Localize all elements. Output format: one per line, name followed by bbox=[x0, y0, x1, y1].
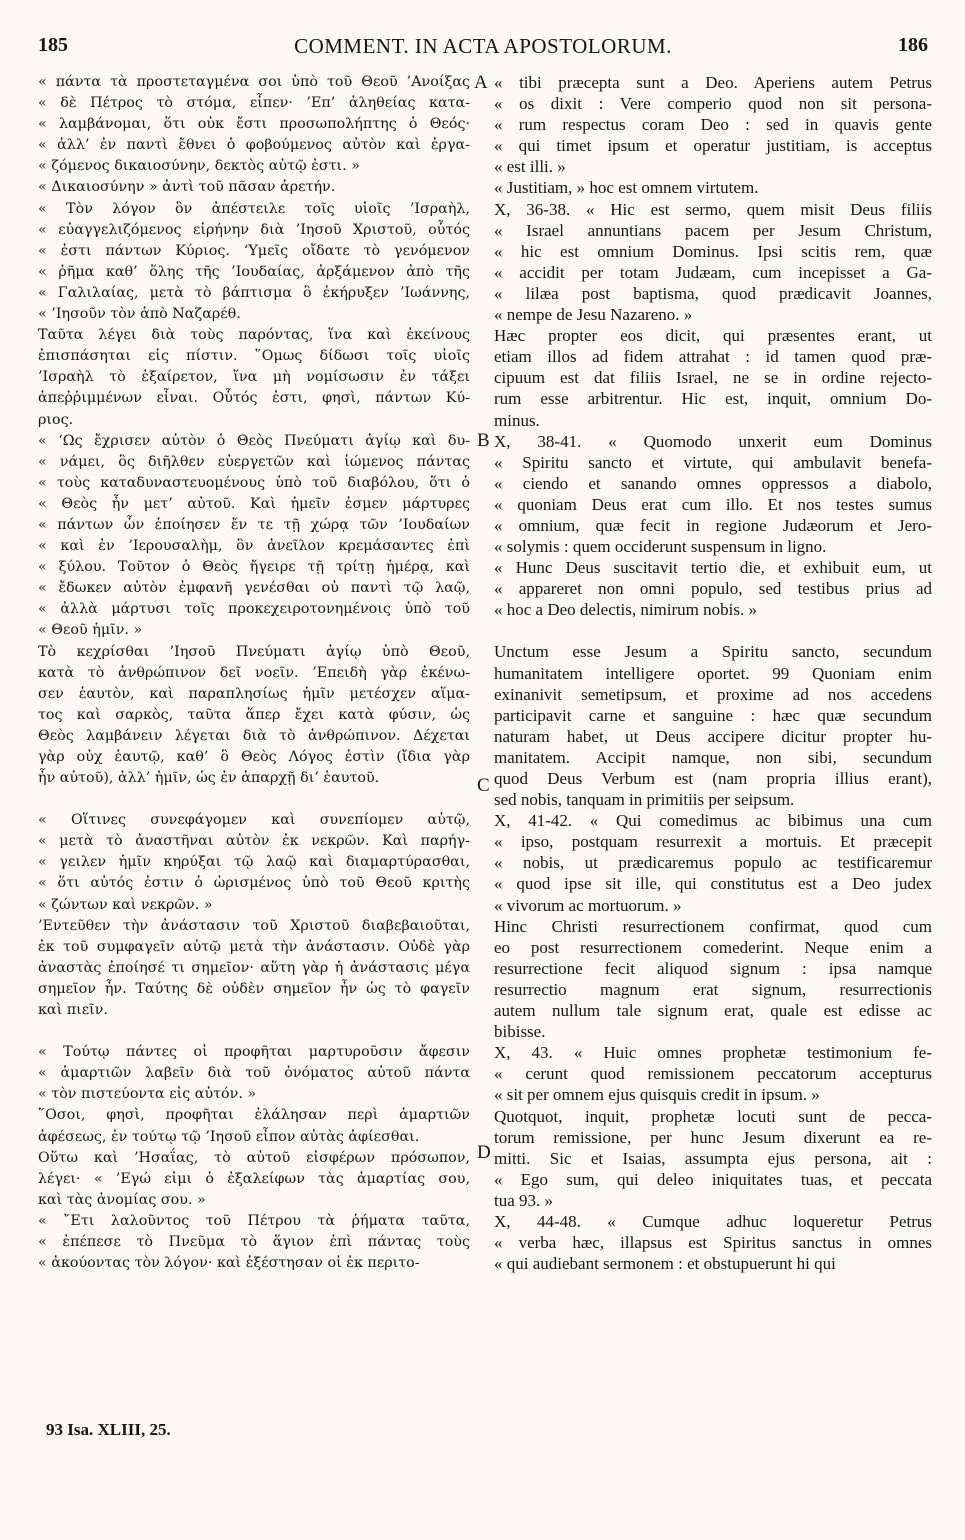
text-line: « sit per omnem ejus quisquis credit in ipsum. » bbox=[494, 1085, 820, 1105]
text-line: « appareret non omni populo, sed testibus prius ad bbox=[494, 579, 932, 599]
text-line: humanitatem intelligere oportet. 99 Quoniam enim bbox=[494, 663, 932, 683]
text-line: « Θεὸς ἦν μετ’ αὐτοῦ. Καὶ ἡμεῖν ἐσμεν μάρτυρες bbox=[38, 495, 470, 512]
text-line: « ῥῆμα καθ’ ὅλης τῆς ’Ιουδαίας, ἀρξάμενον ἀπὸ τῆς bbox=[38, 263, 470, 280]
text-line: ἐπισπάσηται εἰς πίστιν. ῞Ομως δίδωσι τοῖς υἱοῖς bbox=[38, 348, 470, 365]
text-line: « Hunc Deus suscitavit tertio die, et exhibuit eum, ut bbox=[494, 558, 932, 578]
text-line: ἀναστὰς ἐποίησέ τι σημεῖον· αὕτη γὰρ ἡ ἀνάστασις μέγα bbox=[38, 959, 470, 976]
text-line: « tibi præcepta sunt a Deo. Aperiens autem Petrus bbox=[494, 73, 932, 92]
text-line: « λαμβάνομαι, ὅτι οὐκ ἔστι προσωπολήπτης ὁ Θεός· bbox=[38, 116, 470, 133]
text-line: « Justitiam, » hoc est omnem virtutem. bbox=[494, 178, 759, 198]
text-line: « ἁμαρτιῶν λαβεῖν διὰ τοῦ ὀνόματος αὐτοῦ πάντα bbox=[38, 1065, 470, 1082]
text-line: « ἐστι πάντων Κύριος. ‘Υμεῖς οἴδατε τὸ γενόμενον bbox=[38, 242, 470, 259]
text-line: « πάντων ὧν ἐποίησεν ἔν τε τῇ χώρᾳ τῶν ’Ιουδαίων bbox=[38, 516, 470, 533]
text-line: tua 93. » bbox=[494, 1190, 554, 1210]
text-line: « cerunt quod remissionem peccatorum accepturus bbox=[494, 1064, 932, 1084]
paragraph-gap bbox=[494, 620, 932, 641]
text-line: X, 43. « Huic omnes prophetæ testimonium fe- bbox=[494, 1043, 932, 1063]
text-line: ἀφέσεως, ἐν τούτῳ τῷ ’Ιησοῦ εἶπον αὐτὰς ἀφίεσθαι. bbox=[38, 1128, 420, 1145]
text-line: « ἐπέπεσε τὸ Πνεῦμα τὸ ἅγιον ἐπὶ πάντας τοὺς bbox=[38, 1233, 470, 1250]
paragraph-gap bbox=[38, 789, 470, 810]
page-number-right: 186 bbox=[898, 34, 928, 56]
text-line: σημεῖον ἦν. Ταύτης δὲ οὐδὲν σημεῖον ἦν ὡς τὸ φαγεῖν bbox=[38, 980, 470, 997]
text-line: mitti. Sic et Isaias, assumpta ejus persona, ait : bbox=[494, 1148, 932, 1168]
text-line: Θεὸς λαμβάνειν λέγεται διὰ τὸ ἀνθρώπινον. Δέχεται bbox=[38, 727, 470, 744]
text-line: « ‘Ως ἔχρισεν αὐτὸν ὁ Θεὸς Πνεύματι ἁγίῳ καὶ δυ- bbox=[38, 432, 470, 449]
text-line: X, 38-41. « Quomodo unxerit eum Dominus bbox=[494, 431, 932, 451]
text-line: eo post resurrectionem comederint. Neque enim a bbox=[494, 937, 932, 957]
text-line: ἐκ τοῦ συμφαγεῖν αὐτῷ μετὰ τὴν ἀνάστασιν. Οὐδὲ γὰρ bbox=[38, 938, 470, 955]
text-line: « ξύλου. Τοῦτον ὁ Θεὸς ἤγειρε τῇ τρίτῃ ἡμέρᾳ, καὶ bbox=[38, 559, 470, 576]
text-line: « εὐαγγελιζόμενος εἰρήνην διὰ ’Ιησοῦ Χριστοῦ, οὗτός bbox=[38, 221, 470, 238]
running-title: COMMENT. IN ACTA APOSTOLORUM. bbox=[294, 34, 672, 58]
text-line: ’Ισραὴλ τὸ ἐξαίρετον, ἵνα μὴ νομίσωσιν ἐν τάξει bbox=[38, 369, 470, 386]
text-line: ριος. bbox=[38, 411, 74, 428]
text-line: ’Εντεῦθεν τὴν ἀνάστασιν τοῦ Χριστοῦ διαβεβαιοῦται, bbox=[38, 917, 470, 934]
text-line: « ciendo et sanando omnes oppressos a diabolo, bbox=[494, 473, 932, 493]
text-line: « nobis, ut prædicaremus populo ac testificaremur bbox=[494, 853, 932, 873]
text-line: ἀπεῤῥιμμένων εἶναι. Οὗτός ἐστι, φησὶ, πάντων Κύ- bbox=[38, 390, 470, 407]
text-line: Unctum esse Jesum a Spiritu sancto, secundum bbox=[494, 642, 932, 662]
text-line: « ῎Ετι λαλοῦντος τοῦ Πέτρου τὰ ῥήματα ταῦτα, bbox=[38, 1212, 470, 1229]
footnote: 93 Isa. XLIII, 25. bbox=[46, 1420, 171, 1439]
text-line: « Israel annuntians pacem per Jesum Christum, bbox=[494, 220, 932, 240]
text-line: κατὰ τὸ ἀνθρώπινον δεῖ νοεῖν. ’Επειδὴ γὰρ ἐκένω- bbox=[38, 664, 470, 681]
text-line: cipuum est dat filiis Israel, ne se in ordine rejecto- bbox=[494, 368, 932, 388]
text-line: etiam illos ad fidem attrahat : id tamen quod præ- bbox=[494, 347, 932, 367]
text-line: Ταῦτα λέγει διὰ τοὺς παρόντας, ἵνα καὶ ἐκείνους bbox=[38, 327, 470, 344]
text-line: torum remissione, per hunc Jesum dixerunt ea re- bbox=[494, 1127, 932, 1147]
latin-text-column bbox=[494, 72, 932, 1442]
text-line: « ἔδωκεν αὐτὸν ἐμφανῆ γενέσθαι οὐ παντὶ τῷ λαῷ, bbox=[38, 580, 470, 597]
text-line: « Τὸν λόγον ὃν ἀπέστειλε τοῖς υἱοῖς ’Ισραὴλ, bbox=[38, 200, 470, 217]
text-line: « Spiritu sancto et virtute, qui ambulavit benefa- bbox=[494, 452, 932, 472]
text-line: « qui timet ipsum et operatur justitiam, is acceptus bbox=[494, 136, 932, 156]
text-line: rum esse arbitrentur. Hic est, inquit, omnium Do- bbox=[494, 389, 932, 409]
text-line: « Οἵτινες συνεφάγομεν καὶ συνεπίομεν αὐτῷ, bbox=[38, 812, 470, 829]
text-line: « accidit per totam Judæam, cum incepisset a Ga- bbox=[494, 262, 932, 282]
text-line: « ipso, postquam resurrexit a mortuis. Et præcepit bbox=[494, 832, 932, 852]
text-line: « Γαλιλαίας, μετὰ τὸ βάπτισμα ὃ ἐκήρυξεν ’Ιωάννης, bbox=[38, 284, 470, 301]
text-line: ῞Οσοι, φησὶ, προφῆται ἐλάλησαν περὶ ἁμαρτιῶν bbox=[38, 1107, 470, 1124]
margin-letter-d: D bbox=[477, 1142, 491, 1163]
text-line: exinanivit semetipsum, et proxime ad nos accedens bbox=[494, 684, 932, 704]
text-line: « πάντα τὰ προστεταγμένα σοι ὑπὸ τοῦ Θεοῦ ’Ανοίξας bbox=[38, 74, 470, 90]
text-line: « Τούτῳ πάντες οἱ προφῆται μαρτυροῦσιν ἄφεσιν bbox=[38, 1044, 470, 1061]
text-line: Hinc Christi resurrectionem confirmat, quod cum bbox=[494, 916, 932, 936]
text-line: « τὸν πιστεύοντα εἰς αὐτόν. » bbox=[38, 1086, 257, 1103]
text-line: « omnium, quæ fecit in regione Judæorum et Jero- bbox=[494, 515, 932, 535]
text-line: « Δικαιοσύνην » ἀντὶ τοῦ πᾶσαν ἀρετήν. bbox=[38, 179, 336, 196]
text-line: sed nobis, tanquam in primitiis per seipsum. bbox=[494, 790, 795, 810]
text-line: naturam habet, ut Deus accipere dicitur propter hu- bbox=[494, 726, 932, 746]
margin-letter-b: B bbox=[477, 430, 490, 451]
text-line: σεν ἑαυτὸν, καὶ παραπλησίως ἡμῖν μετέσχεν αἵμα- bbox=[38, 685, 470, 702]
text-line: « os dixit : Vere comperio quod non sit persona- bbox=[494, 94, 932, 114]
text-line: « ἀκούοντας τὸν λόγον· καὶ ἐξέστησαν οἱ ἐκ περιτο- bbox=[38, 1255, 420, 1272]
text-line: autem nullum tale signum erat, quale est edisse ac bbox=[494, 1001, 932, 1021]
text-line: « solymis : quem occiderunt suspensum in ligno. bbox=[494, 537, 827, 557]
text-line: « ζώντων καὶ νεκρῶν. » bbox=[38, 896, 213, 913]
text-line: minus. bbox=[494, 410, 540, 430]
text-line: « καὶ ἐν ’Ιερουσαλὴμ, ὃν ἀνεῖλον κρεμάσαντες ἐπὶ bbox=[38, 538, 470, 555]
page-header bbox=[38, 34, 928, 66]
text-line: « qui audiebant sermonem : et obstupuerunt hi qui bbox=[494, 1254, 836, 1274]
text-line: X, 44-48. « Cumque adhuc loqueretur Petrus bbox=[494, 1211, 932, 1231]
text-line: λέγει· « ’Εγώ εἰμι ὁ ἐξαλείφων τὰς ἁμαρτίας σου, bbox=[38, 1170, 470, 1187]
text-line: Hæc propter eos dicit, qui præsentes erant, ut bbox=[494, 326, 932, 346]
text-line: quod Deus Verbum est (nam propria illius erant), bbox=[494, 769, 932, 788]
text-line: ἦν αὐτοῦ), ἀλλ’ ἡμῖν, ὡς ἐν ἀπαρχῇ δι’ ἑαυτοῦ. bbox=[38, 770, 380, 787]
text-line: « μετὰ τὸ ἀναστῆναι αὐτὸν ἐκ νεκρῶν. Καὶ παρήγ- bbox=[38, 833, 470, 850]
text-line: Οὕτω καὶ ’Ησαΐας, τὸ αὐτοῦ εἰσφέρων πρόσωπον, bbox=[38, 1149, 470, 1166]
text-line: resurrectio magnum erat signum, resurrectionis bbox=[494, 979, 932, 999]
greek-text-column bbox=[38, 72, 470, 1442]
text-line: γὰρ οὐχ ἑαυτῷ, καθ’ ὃ Θεὸς Λόγος ἐστὶν (ἴδια γὰρ bbox=[38, 749, 470, 765]
text-line: « ἀλλ’ ἐν παντὶ ἔθνει ὁ φοβούμενος αὐτὸν καὶ ἐργα- bbox=[38, 137, 470, 154]
text-line: Quotquot, inquit, prophetæ locuti sunt de pecca- bbox=[494, 1106, 932, 1126]
text-line: « ζόμενος δικαιοσύνην, δεκτὸς αὐτῷ ἐστι. » bbox=[38, 158, 360, 175]
margin-letter-c: C bbox=[477, 775, 490, 796]
text-line: τος καὶ σαρκὸς, ταῦτα ἅπερ ἔχει κατὰ φύσιν, ὡς bbox=[38, 706, 470, 723]
text-line: « νάμει, ὃς διῆλθεν εὐεργετῶν καὶ ἰώμενος πάντας bbox=[38, 453, 470, 470]
text-line: « hoc a Deo delectis, nimirum nobis. » bbox=[494, 600, 757, 620]
paragraph-gap bbox=[38, 1021, 470, 1042]
text-line: « Θεοῦ ἡμῖν. » bbox=[38, 622, 143, 639]
text-line: « δὲ Πέτρος τὸ στόμα, εἶπεν· ’Επ’ ἀληθείας κατα- bbox=[38, 95, 470, 112]
text-line: X, 36-38. « Hic est sermo, quem misit Deus filiis bbox=[494, 199, 932, 219]
text-line: « ὅτι αὐτός ἐστιν ὁ ὡρισμένος ὑπὸ τοῦ Θεοῦ κριτὴς bbox=[38, 875, 470, 892]
text-line: « rum respectus coram Deo : sed in quavis gente bbox=[494, 115, 932, 135]
text-line: « ’Ιησοῦν τὸν ἀπὸ Ναζαρέθ. bbox=[38, 306, 241, 323]
text-line: resurrectione fecit aliquod signum : ipsa namque bbox=[494, 958, 932, 978]
text-line: « lilæa post baptisma, quod prædicavit Joannes, bbox=[494, 283, 932, 303]
text-line: « hic est omnium Dominus. Ipsi scitis rem, quæ bbox=[494, 241, 932, 261]
text-line: « Ego sum, qui deleo iniquitates tuas, et peccata bbox=[494, 1169, 932, 1189]
text-line: X, 41-42. « Qui comedimus ac bibimus una cum bbox=[494, 811, 932, 831]
text-line: bibisse. bbox=[494, 1022, 546, 1042]
text-line: « quod ipse sit ille, qui constitutus est a Deo judex bbox=[494, 874, 932, 894]
text-line: « verba hæc, illapsus est Spiritus sanctus in omnes bbox=[494, 1233, 932, 1253]
text-line: « γειλεν ἡμῖν κηρύξαι τῷ λαῷ καὶ διαμαρτύρασθαι, bbox=[38, 854, 470, 871]
text-line: « vivorum ac mortuorum. » bbox=[494, 895, 682, 915]
text-line: Τὸ κεχρίσθαι ’Ιησοῦ Πνεύματι ἁγίῳ ὑπὸ Θεοῦ, bbox=[38, 643, 470, 660]
text-line: manitatem. Accipit namque, non sibi, secundum bbox=[494, 747, 932, 767]
text-line: « τοὺς καταδυναστευομένους ὑπὸ τοῦ διαβόλου, ὅτι ὁ bbox=[38, 474, 470, 491]
margin-letter-a: A bbox=[474, 72, 488, 93]
page-number-left: 185 bbox=[38, 34, 68, 56]
text-line: « est illi. » bbox=[494, 157, 566, 177]
text-line: participavit carne et sanguine : hæc quæ secundum bbox=[494, 705, 932, 725]
text-line: « ἀλλὰ μάρτυσι τοῖς προκεχειροτονημένοις ὑπὸ τοῦ bbox=[38, 601, 470, 618]
text-line: καὶ τὰς ἀνομίας σου. » bbox=[38, 1191, 206, 1208]
text-line: « quoniam Deus erat cum illo. Et nos testes sumus bbox=[494, 494, 932, 514]
text-line: « nempe de Jesu Nazareno. » bbox=[494, 305, 693, 325]
text-line: καὶ πιεῖν. bbox=[38, 1002, 108, 1019]
